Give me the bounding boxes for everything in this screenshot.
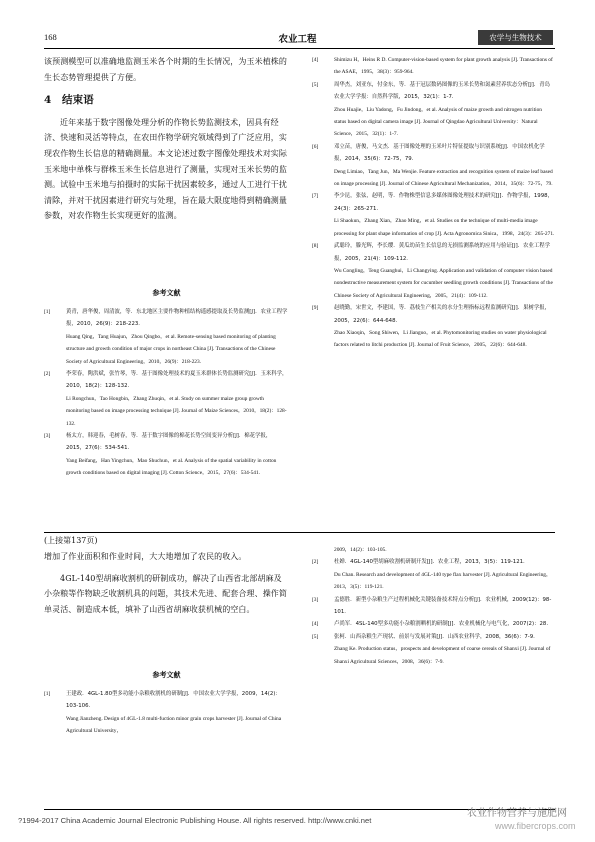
reference-en: Yang Beifang，Han Yingchun，Mao Shuchun，et al. Analysis of the spatial variability in cotton growth conditions based on digital imaging [J]. Cotton Science，2015，27(6)：534-541.: [66, 457, 277, 477]
reference-item: [312, 54, 555, 79]
header-rule: [44, 48, 555, 49]
reference-number: [4]: [312, 621, 319, 628]
reference-item: [312, 190, 555, 240]
reference-number: [8]: [312, 243, 319, 250]
reference-number: [9]: [312, 305, 319, 312]
upper-left-column: [44, 54, 289, 224]
reference-zh: 卢尚军．4SL-140型多功能小杂粮割晒机的研制[J]．农业机械化与电气化，2007(2)：28.: [334, 621, 549, 628]
reference-zh: 赵晓勤，宋世文，李建国，等．荔枝生产相关的水分生理指标远程监测研究[J]．果树学报，2005，22(6)：644-648.: [334, 305, 551, 324]
lower-right-references: [312, 544, 555, 668]
reference-en: Wu Congling，Teng Guanghui，Li Changying. Application and validation of computer vision based nondestructive measurement system for cucumber seedling growth conditions [J]. Transactions of the Chinese Society of Agricultural Engineering，2005，21(4)：109-112.: [334, 267, 553, 299]
reference-zh: 李荣春，陶洪斌，张竹琴，等．基于图像处理技术的夏玉米群体长势监测研究[J]．玉米科学，2010，18(2)：128-132.: [66, 371, 288, 390]
reference-item: [312, 240, 555, 302]
reference-item: [312, 302, 555, 352]
reference-item: [312, 618, 555, 630]
reference-en: Zhou Huajie，Liu Yadong，Fu Jindong，et al. Analysis of maize growth and nitrogen nutrition status based on digital camera image [J]. Journal of Qingdao Agricultural University：Natural Science，2015，32(1)：1-7.: [334, 106, 542, 138]
reference-item: [312, 594, 555, 619]
reference-number: [2]: [312, 559, 319, 566]
watermark: [467, 808, 576, 832]
reference-en: Zhao Xiaoqin，Song Shiwen，Li Jianguo，et al. Phytomonitoring studies on water physiological factors related to litchi production [J]. Journal of Fruit Science，2005，22(6)：644-648.: [334, 329, 547, 349]
reference-number: [2]: [44, 371, 51, 378]
reference-zh: 武聪玲，滕光辉，李长缨．黄瓜幼苗生长信息的无损监测系统的应用与验证[J]．农业工程学报，2005，21(4)：109-112.: [334, 243, 551, 262]
reference-item: [312, 556, 555, 593]
reference-number: [4]: [312, 57, 319, 63]
reference-en: Zhang Ke. Production status，prospects and development of coarse cereals of Shanxi [J]. Journal of Shanxi Agricultural Sciences，2008，36(6)：7-9.: [334, 646, 551, 665]
reference-item: [44, 368, 289, 430]
reference-zh: 周华杰，刘亚东，付金东，等．基于冠层数码图像的玉米长势和氮素营养状态分析[J]．青岛农业大学学报：自然科学版，2015，32(1)：1-7.: [334, 81, 551, 101]
reference-item: [312, 631, 555, 668]
references-heading: 参考文献: [152, 670, 181, 679]
lower-left-references: [44, 688, 289, 738]
reference-number: [1]: [44, 309, 51, 315]
reference-zh: 杜婵．4GL-140型胡麻收割机研制开发[J]．农业工程，2013，3(5)：119-121.: [334, 559, 525, 566]
reference-zh: 邓立苗，唐俊，马文杰．基于图像处理的玉米叶片特征提取与识别系统[J]．中国农机化学报，2014，35(6)：72-75，79.: [334, 143, 545, 163]
reference-number: [1]: [44, 691, 51, 697]
paragraph: 近年来基于数字图像处理分析的作物长势监测技术，因具有经济、快速和灵活等特点，在农田作物学研究领域得到了广泛应用，实现农作物生长信息的精确测量。本文论述过数字图像处理技术对实际玉米地中单株与群株玉米生长信息进行了测量，实现对玉米长势的监测。试验中玉米地与拍摄时的实际干扰因素较多，通过人工进行干扰清除，并对干扰因素进行研究与处理，旨在最大限度地得到精确测量参数，对农作物生长实现更好的监测。: [44, 117, 287, 221]
section-tag: 农学与生物技术: [478, 30, 553, 45]
continued-note: (上接第137页): [44, 536, 98, 545]
reference-zh: 黄青，唐华俊，周清波，等．东北地区主要作物种植结构遥感提取及长势监测[J]．农业工程学报，2010，26(9)：218-223.: [66, 309, 288, 328]
reference-zh: 张柯．山西杂粮生产现状、前景与发展对策[J]．山西农业科学，2008，36(6)：7-9.: [334, 633, 535, 640]
reference-en: Shimizu H，Heins R D. Computer-vision-based system for plant growth analysis [J]. Transactions of the ASAE，1995，38(3)：959-964.: [334, 57, 553, 76]
reference-number: [3]: [312, 596, 319, 603]
journal-title: 农业工程: [278, 34, 317, 45]
reference-en: Wang Jianzheng. Design of 4GL-1.8 multi-fuction minor grain crops harvester [J]. Journal of China Agricultural University，: [66, 715, 282, 735]
reference-en: Li Rongchun，Tao Hongbin，Zhang Zhuqin，et al. Study on summer maize group growth monitoring based on image processing technique [J]. Journal of Maize Sciences，2010，18(2)：128-132.: [66, 395, 287, 427]
watermark-text: 农业作物营养与施肥网: [467, 808, 567, 819]
reference-item: [312, 141, 555, 191]
lower-left-column: [44, 549, 289, 617]
reference-number: [5]: [312, 633, 319, 640]
paragraph: 增加了作业面积和作业时间，大大地增加了农民的收入。: [44, 552, 247, 561]
article-divider: [44, 532, 555, 533]
reference-item: [44, 430, 289, 480]
reference-zh: 李少昆，张弦，赵明，等．作物株型信息多媒体图像处理技术的研究[J]．作物学报，1998，24(3)：265-271.: [334, 193, 553, 212]
reference-item: [44, 306, 289, 368]
copyright-notice: ?1994-2017 China Academic Journal Electronic Publishing House. All rights reserved. http://www.cnki.net: [18, 816, 372, 825]
reference-number: [6]: [312, 143, 319, 150]
reference-item: [44, 688, 289, 738]
reference-number: [5]: [312, 81, 319, 88]
reference-en: Deng Limiao，Tang Jun，Ma Wenjie. Feature extraction and recognition system of maize leaf based on image processing [J]. Journal of Chinese Agricultural Mechanization，2014，35(6)：72-75，79.: [334, 168, 553, 188]
upper-right-references: [312, 54, 555, 352]
reference-en: Du Chan. Research and development of 4GL-140 type flax harvester [J]. Agricultural Engineering，2013，3(5)：119-121.: [334, 571, 552, 591]
reference-item: [312, 79, 555, 141]
reference-en: Li Shaokun，Zhang Xian，Zhao Ming，et al. Studies on the technique of multi-media image processing for plant shape information of crop [J]. Acta Agronomica Sinica，1998，24(3)：265-271.: [334, 218, 555, 237]
reference-zh: 王建政．4GL-1.80型多功能小杂粮收割机的研制[J]．中国农业大学学报，2009，14(2)：103-106.: [66, 691, 281, 710]
paragraph: 该预测模型可以准确地监测玉米各个时期的生长情况，为玉米植株的生长态势管理提供了方便。: [44, 57, 287, 82]
paragraph: 4GL-140型胡麻收割机的研制成功，解决了山西省北部胡麻及小杂粮等作物缺乏收割机具的问题，其技术先进、配套合理、操作简单灵活、制造成本低，填补了山西省胡麻收获机械的空白。: [44, 573, 287, 614]
watermark-url: www.fibercrops.com: [495, 821, 576, 831]
section-title: 4 结束语: [44, 94, 94, 107]
references-heading: 参考文献: [152, 288, 181, 297]
reference-number: [3]: [44, 433, 51, 440]
page-number: 168: [44, 32, 57, 42]
reference-number: [7]: [312, 193, 319, 200]
upper-left-references: [44, 306, 289, 480]
reference-en: Huang Qing，Tang Huajun，Zhou Qingbo，et al. Remote-sensing based monitoring of planting structure and growth condition of major crops in northeast China [J]. Transactions of the Chinese Society of Agricultural Engineering，2010，26(9)：218-223.: [66, 333, 276, 365]
reference-continuation: 2009，14(2)：103-105.: [334, 547, 387, 553]
reference-zh: 杨太方，韩迎春，毛树春，等．基于数字图像的棉花长势空间变异分析[J]．棉花学报，2015，27(6)：534-541.: [66, 433, 272, 452]
reference-zh: 孟德胜．新型小杂粮生产过程机械化关键装备技术特点分析[J]．农业机械，2009(12)：98-101.: [334, 596, 552, 616]
